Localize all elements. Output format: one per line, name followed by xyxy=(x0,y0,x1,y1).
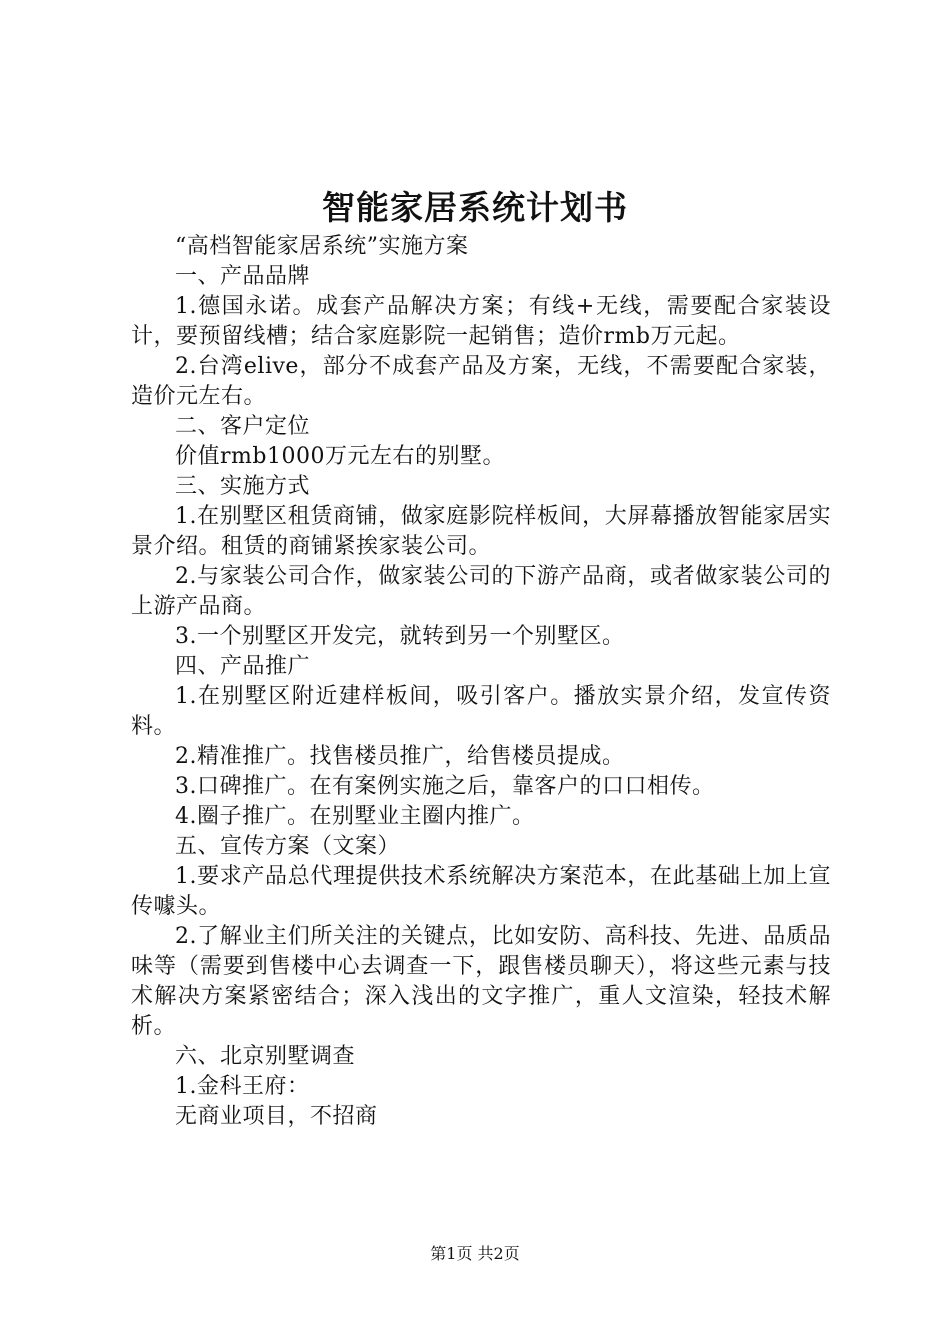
paragraph: 1.在别墅区附近建样板间，吸引客户。播放实景介绍，发宣传资料。 xyxy=(131,684,831,739)
paragraph: 1.金科王府： xyxy=(175,1074,310,1099)
page-footer: 第1页 共2页 xyxy=(430,1244,520,1263)
paragraph: 1.在别墅区租赁商铺，做家庭影院样板间，大屏幕播放智能家居实景介绍。租赁的商铺紧挨家装公司。 xyxy=(131,504,831,559)
paragraph: 价值rmb1000万元左右的别墅。 xyxy=(175,444,505,469)
paragraph: “高档智能家居系统”实施方案 xyxy=(175,234,469,259)
paragraph: 3.口碑推广。在有案例实施之后，靠客户的口口相传。 xyxy=(175,774,715,799)
section-heading: 五、宣传方案（文案） xyxy=(175,834,401,859)
section-heading: 一、产品品牌 xyxy=(175,264,311,289)
paragraph: 2.与家装公司合作，做家装公司的下游产品商，或者做家装公司的上游产品商。 xyxy=(131,564,831,619)
document-body xyxy=(131,232,831,1132)
section-heading: 六、北京别墅调查 xyxy=(175,1044,356,1069)
paragraph: 2.台湾elive，部分不成套产品及方案，无线，不需要配合家装，造价元左右。 xyxy=(131,354,831,409)
section-heading: 三、实施方式 xyxy=(175,474,311,499)
section-heading: 四、产品推广 xyxy=(175,654,311,679)
paragraph: 2.了解业主们所关注的关键点，比如安防、高科技、先进、品质品味等（需要到售楼中心去调查一下，跟售楼员聊天），将这些元素与技术解决方案紧密结合；深入浅出的文字推广，重人文渲染，轻技术解析。 xyxy=(131,924,831,1039)
section-heading: 二、客户定位 xyxy=(175,414,311,439)
paragraph: 1.德国永诺。成套产品解决方案；有线+无线，需要配合家装设计，要预留线槽；结合家庭影院一起销售；造价rmb万元起。 xyxy=(131,294,831,349)
paragraph: 1.要求产品总代理提供技术系统解决方案范本，在此基础上加上宣传噱头。 xyxy=(131,864,831,919)
paragraph: 3.一个别墅区开发完，就转到另一个别墅区。 xyxy=(175,624,625,649)
paragraph: 2.精准推广。找售楼员推广，给售楼员提成。 xyxy=(175,744,625,769)
document-title: 智能家居系统计划书 xyxy=(322,188,628,227)
paragraph: 无商业项目，不招商 xyxy=(175,1104,378,1129)
paragraph: 4.圈子推广。在别墅业主圈内推广。 xyxy=(175,804,535,829)
